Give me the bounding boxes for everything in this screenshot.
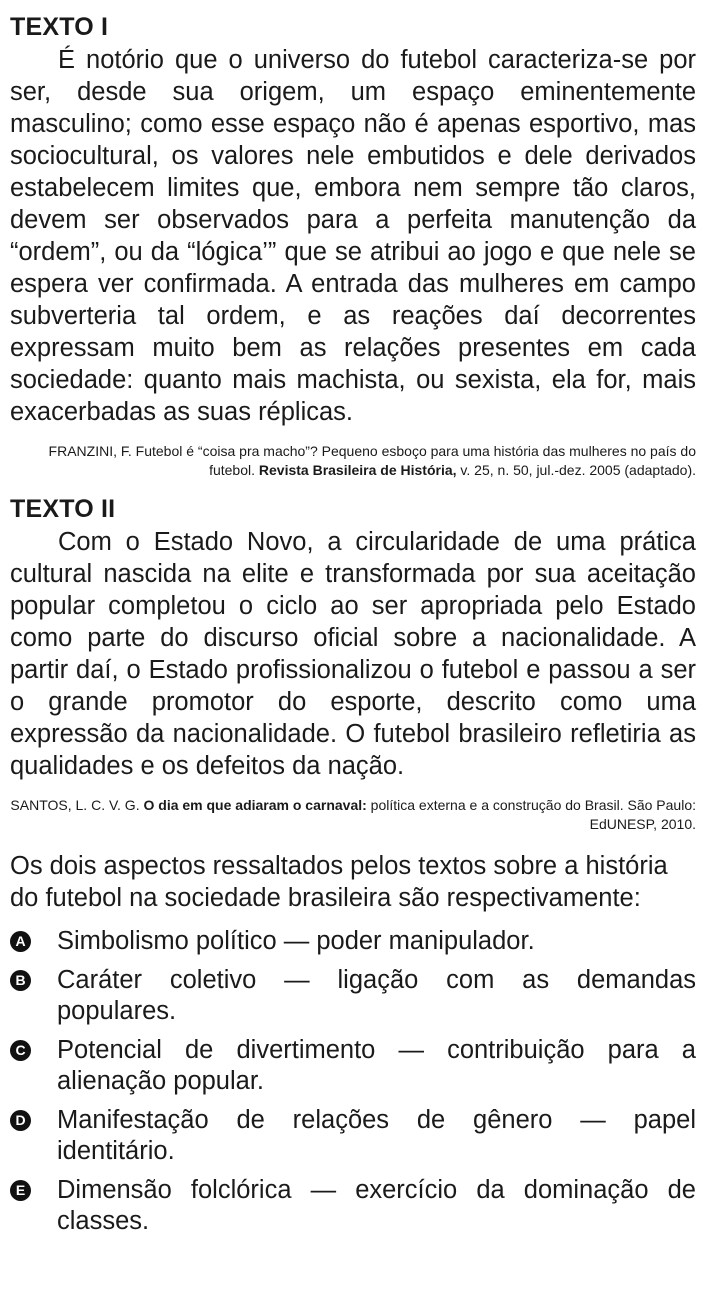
texto1-source-citation: FRANZINI, F. Futebol é “coisa pra macho”? Pequeno esboço para uma história das mulheres no país do futebol.	[48, 443, 696, 478]
option-c-letter-icon: C	[10, 1040, 31, 1061]
texto1-source-journal: Revista Brasileira de História,	[258, 462, 457, 478]
option-b[interactable]	[10, 965, 696, 1027]
option-c-text: Potencial de divertimento — contribuição para a alienação popular.	[57, 1036, 696, 1095]
texto1-source	[10, 442, 696, 480]
texto2-source-author: SANTOS, L. C. V. G.	[10, 797, 144, 813]
texto2-source-title: O dia em que adiaram o carnaval:	[143, 797, 367, 813]
texto2-body: Com o Estado Novo, a circularidade de uma prática cultural nascida na elite e transformada por sua aceitação popular completou o ciclo ao ser apropriada pelo Estado como parte do discurso oficial sobre a nacionalidade. A partir daí, o Estado profissionalizou o futebol e passou a ser o grande promotor do esporte, descrito como uma expressão da nacionalidade. O futebol brasileiro refletiria as qualidades e os defeitos da nação.	[10, 528, 696, 780]
option-a[interactable]	[10, 926, 696, 957]
option-b-text: Caráter coletivo — ligação com as demandas populares.	[57, 966, 696, 1025]
texto1-source-details: v. 25, n. 50, jul.-dez. 2005 (adaptado).	[456, 462, 696, 478]
option-d-letter-icon: D	[10, 1110, 31, 1131]
option-b-letter-icon: B	[10, 970, 31, 991]
option-e-text: Dimensão folclórica — exercício da dominação de classes.	[57, 1176, 696, 1235]
texto1-heading: TEXTO I	[10, 13, 109, 41]
option-a-text: Simbolismo político — poder manipulador.	[57, 927, 535, 955]
option-a-letter-icon: A	[10, 931, 31, 952]
texto2-heading: TEXTO II	[10, 495, 116, 523]
option-e-letter-icon: E	[10, 1180, 31, 1201]
question-prompt: Os dois aspectos ressaltados pelos textos sobre a história do futebol na sociedade brasileira são respectivamente:	[10, 852, 668, 912]
option-d[interactable]	[10, 1105, 696, 1167]
option-c[interactable]	[10, 1035, 696, 1097]
texto1-body: É notório que o universo do futebol caracteriza-se por ser, desde sua origem, um espaço eminentemente masculino; como esse espaço não é apenas esportivo, mas sociocultural, os valores nele embutidos e dele derivados estabelecem limites que, embora nem sempre tão claros, devem ser observados para a perfeita manutenção da “ordem”, ou da “lógica’” que se atribui ao jogo e que nele se espera ver confirmada. A entrada das mulheres em campo subverteria tal ordem, e as reações daí decorrentes expressam muito bem as relações presentes em cada sociedade: quanto mais machista, ou sexista, ela for, mais exacerbadas as suas réplicas.	[10, 46, 696, 426]
option-e[interactable]	[10, 1175, 696, 1237]
option-d-text: Manifestação de relações de gênero — papel identitário.	[57, 1106, 696, 1165]
question-page	[0, 12, 705, 1237]
answer-options	[10, 926, 696, 1237]
texto2-source	[10, 796, 696, 834]
texto2-source-details: política externa e a construção do Brasil. São Paulo: EdUNESP, 2010.	[366, 797, 696, 832]
